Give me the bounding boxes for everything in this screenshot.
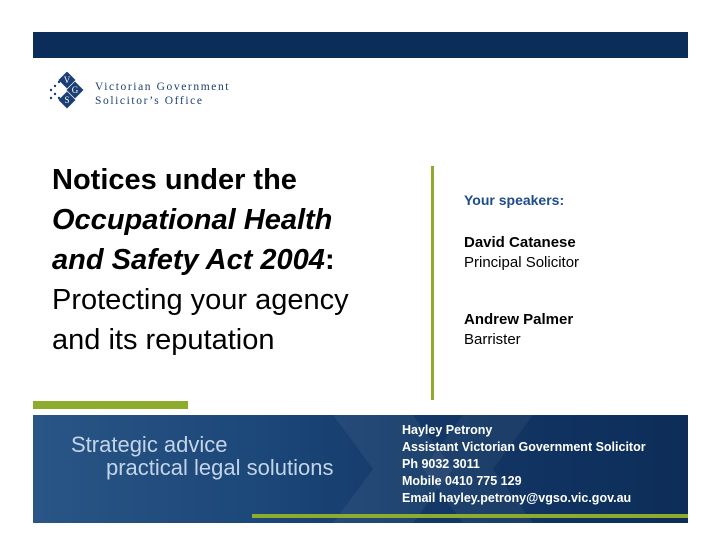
logo-letter-s: S [64,95,70,105]
logo-line-2: Solicitor’s Office [95,95,204,107]
contact-block [402,422,646,507]
vertical-divider [431,166,434,400]
vgso-diamond-icon [47,72,91,116]
vgso-logo [47,72,247,116]
title-line-1: Notices under the [52,164,297,196]
title-line-5: and its reputation [52,324,275,356]
slide-title [52,160,412,360]
contact-title: Assistant Victorian Government Solicitor [402,440,646,454]
title-line-2: Occupational Health [52,204,333,236]
logo-line-1: Victorian Government [95,81,231,93]
title-line-3 [52,240,412,280]
contact-name: Hayley Petrony [402,423,493,437]
logo-letter-v: V [63,75,71,85]
tagline-line-2: practical legal solutions [106,455,334,480]
logo-letter-g: G [71,85,79,95]
speakers-heading: Your speakers: [464,192,565,208]
logo-wordmark [95,80,230,108]
tagline-line-1: Strategic advice [71,432,228,457]
act-name: and Safety Act 2004 [52,244,325,276]
title-line-4: Protecting your agency [52,284,349,316]
speaker-1-role: Principal Solicitor [464,254,580,271]
top-banner [33,32,688,58]
title-colon: : [324,244,335,276]
contact-email: Email hayley.petrony@vgso.vic.gov.au [402,491,632,505]
green-accent-bar [33,401,188,409]
speaker-2-role: Barrister [464,331,521,348]
contact-phone: Ph 9032 3011 [402,457,480,471]
speaker-2-name: Andrew Palmer [464,311,574,328]
green-accent-line [252,514,688,518]
contact-mobile: Mobile 0410 775 129 [402,474,522,488]
speaker-1-name: David Catanese [464,234,576,251]
